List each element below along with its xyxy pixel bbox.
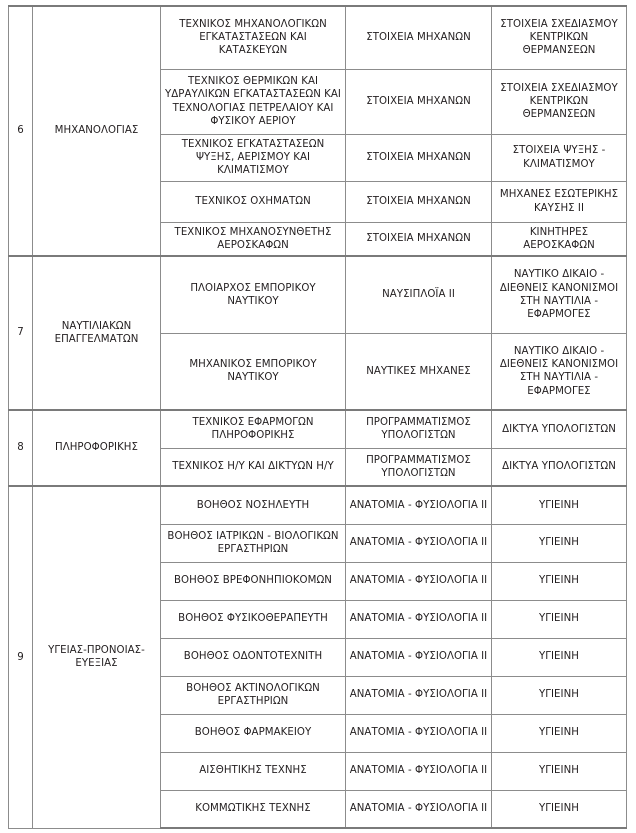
subject-2-cell: ΣΤΟΙΧΕΙΑ ΣΧΕΔΙΑΣΜΟΥ ΚΕΝΤΡΙΚΩΝ ΘΕΡΜΑΝΣΕΩΝ — [492, 6, 627, 69]
specialty-cell: ΤΕΧΝΙΚΟΣ ΟΧΗΜΑΤΩΝ — [161, 181, 346, 222]
subject-1-cell: ΝΑΥΤΙΚΕΣ ΜΗΧΑΝΕΣ — [346, 333, 492, 410]
subject-1-cell: ΣΤΟΙΧΕΙΑ ΜΗΧΑΝΩΝ — [346, 222, 492, 256]
specialty-cell: ΤΕΧΝΙΚΟΣ ΕΦΑΡΜΟΓΩΝ ΠΛΗΡΟΦΟΡΙΚΗΣ — [161, 410, 346, 448]
table-row — [9, 486, 627, 524]
subject-2-cell: ΥΓΙΕΙΝΗ — [492, 714, 627, 752]
subject-1-cell: ΣΤΟΙΧΕΙΑ ΜΗΧΑΝΩΝ — [346, 6, 492, 69]
subject-2-cell: ΜΗΧΑΝΕΣ ΕΣΩΤΕΡΙΚΗΣ ΚΑΥΣΗΣ ΙΙ — [492, 181, 627, 222]
specialty-cell: ΠΛΟΙΑΡΧΟΣ ΕΜΠΟΡΙΚΟΥ ΝΑΥΤΙΚΟΥ — [161, 256, 346, 333]
specialties-table — [8, 5, 627, 829]
subject-2-cell: ΝΑΥΤΙΚΟ ΔΙΚΑΙΟ - ΔΙΕΘΝΕΙΣ ΚΑΝΟΝΙΣΜΟΙ ΣΤΗ ΝΑΥΤΙΛΙΑ - ΕΦΑΡΜΟΓΕΣ — [492, 333, 627, 410]
subject-2-cell: ΥΓΙΕΙΝΗ — [492, 486, 627, 524]
specialty-cell: ΜΗΧΑΝΙΚΟΣ ΕΜΠΟΡΙΚΟΥ ΝΑΥΤΙΚΟΥ — [161, 333, 346, 410]
subject-2-cell: ΝΑΥΤΙΚΟ ΔΙΚΑΙΟ - ΔΙΕΘΝΕΙΣ ΚΑΝΟΝΙΣΜΟΙ ΣΤΗ ΝΑΥΤΙΛΙΑ - ΕΦΑΡΜΟΓΕΣ — [492, 256, 627, 333]
subject-2-cell: ΥΓΙΕΙΝΗ — [492, 600, 627, 638]
sector-index-cell: 8 — [9, 410, 33, 486]
table-body — [9, 6, 627, 828]
specialty-cell: ΒΟΗΘΟΣ ΦΥΣΙΚΟΘΕΡΑΠΕΥΤΗ — [161, 600, 346, 638]
subject-1-cell: ΠΡΟΓΡΑΜΜΑΤΙΣΜΟΣ ΥΠΟΛΟΓΙΣΤΩΝ — [346, 410, 492, 448]
specialty-cell: ΒΟΗΘΟΣ ΦΑΡΜΑΚΕΙΟΥ — [161, 714, 346, 752]
table-row — [9, 410, 627, 448]
subject-1-cell: ΑΝΑΤΟΜΙΑ - ΦΥΣΙΟΛΟΓΙΑ ΙΙ — [346, 752, 492, 790]
specialty-cell: ΤΕΧΝΙΚΟΣ ΜΗΧΑΝΟΛΟΓΙΚΩΝ ΕΓΚΑΤΑΣΤΑΣΕΩΝ ΚΑΙ ΚΑΤΑΣΚΕΥΩΝ — [161, 6, 346, 69]
subject-2-cell: ΥΓΙΕΙΝΗ — [492, 790, 627, 828]
specialty-cell: ΒΟΗΘΟΣ ΝΟΣΗΛΕΥΤΗ — [161, 486, 346, 524]
subject-1-cell: ΑΝΑΤΟΜΙΑ - ΦΥΣΙΟΛΟΓΙΑ ΙΙ — [346, 790, 492, 828]
specialty-cell: ΚΟΜΜΩΤΙΚΗΣ ΤΕΧΝΗΣ — [161, 790, 346, 828]
subject-1-cell: ΣΤΟΙΧΕΙΑ ΜΗΧΑΝΩΝ — [346, 69, 492, 134]
subject-1-cell: ΑΝΑΤΟΜΙΑ - ΦΥΣΙΟΛΟΓΙΑ ΙΙ — [346, 714, 492, 752]
specialty-cell: ΒΟΗΘΟΣ ΒΡΕΦΟΝΗΠΙΟΚΟΜΩΝ — [161, 562, 346, 600]
sector-name-cell: ΜΗΧΑΝΟΛΟΓΙΑΣ — [33, 6, 161, 256]
subject-2-cell: ΥΓΙΕΙΝΗ — [492, 752, 627, 790]
specialty-cell: ΑΙΣΘΗΤΙΚΗΣ ΤΕΧΝΗΣ — [161, 752, 346, 790]
subject-2-cell: ΥΓΙΕΙΝΗ — [492, 524, 627, 562]
specialty-cell: ΒΟΗΘΟΣ ΙΑΤΡΙΚΩΝ - ΒΙΟΛΟΓΙΚΩΝ ΕΡΓΑΣΤΗΡΙΩΝ — [161, 524, 346, 562]
subject-2-cell: ΥΓΙΕΙΝΗ — [492, 676, 627, 714]
sector-name-cell: ΥΓΕΙΑΣ-ΠΡΟΝΟΙΑΣ-ΕΥΕΞΙΑΣ — [33, 486, 161, 828]
sector-index-cell: 7 — [9, 256, 33, 410]
subject-1-cell: ΝΑΥΣΙΠΛΟΪΑ ΙΙ — [346, 256, 492, 333]
subject-1-cell: ΑΝΑΤΟΜΙΑ - ΦΥΣΙΟΛΟΓΙΑ ΙΙ — [346, 600, 492, 638]
subject-2-cell: ΥΓΙΕΙΝΗ — [492, 638, 627, 676]
subject-1-cell: ΑΝΑΤΟΜΙΑ - ΦΥΣΙΟΛΟΓΙΑ ΙΙ — [346, 562, 492, 600]
sector-index-cell: 9 — [9, 486, 33, 828]
subject-2-cell: ΔΙΚΤΥΑ ΥΠΟΛΟΓΙΣΤΩΝ — [492, 448, 627, 486]
table-row — [9, 256, 627, 333]
sector-name-cell: ΠΛΗΡΟΦΟΡΙΚΗΣ — [33, 410, 161, 486]
subject-1-cell: ΑΝΑΤΟΜΙΑ - ΦΥΣΙΟΛΟΓΙΑ ΙΙ — [346, 638, 492, 676]
subject-1-cell: ΑΝΑΤΟΜΙΑ - ΦΥΣΙΟΛΟΓΙΑ ΙΙ — [346, 676, 492, 714]
specialty-cell: ΤΕΧΝΙΚΟΣ ΕΓΚΑΤΑΣΤΑΣΕΩΝ ΨΥΞΗΣ, ΑΕΡΙΣΜΟΥ ΚΑΙ ΚΛΙΜΑΤΙΣΜΟΥ — [161, 134, 346, 181]
specialty-cell: ΤΕΧΝΙΚΟΣ Η/Υ ΚΑΙ ΔΙΚΤΥΩΝ Η/Υ — [161, 448, 346, 486]
specialty-cell: ΤΕΧΝΙΚΟΣ ΜΗΧΑΝΟΣΥΝΘΕΤΗΣ ΑΕΡΟΣΚΑΦΩΝ — [161, 222, 346, 256]
specialty-cell: ΤΕΧΝΙΚΟΣ ΘΕΡΜΙΚΩΝ ΚΑΙ ΥΔΡΑΥΛΙΚΩΝ ΕΓΚΑΤΑΣΤΑΣΕΩΝ ΚΑΙ ΤΕΧΝΟΛΟΓΙΑΣ ΠΕΤΡΕΛΑΙΟΥ ΚΑΙ ΦΥΣΙΚΟΥ ΑΕΡΙΟΥ — [161, 69, 346, 134]
specialty-cell: ΒΟΗΘΟΣ ΟΔΟΝΤΟΤΕΧΝΙΤΗ — [161, 638, 346, 676]
subject-2-cell: ΥΓΙΕΙΝΗ — [492, 562, 627, 600]
subject-2-cell: ΚΙΝΗΤΗΡΕΣ ΑΕΡΟΣΚΑΦΩΝ — [492, 222, 627, 256]
table-row — [9, 6, 627, 69]
subject-1-cell: ΑΝΑΤΟΜΙΑ - ΦΥΣΙΟΛΟΓΙΑ ΙΙ — [346, 524, 492, 562]
subject-2-cell: ΔΙΚΤΥΑ ΥΠΟΛΟΓΙΣΤΩΝ — [492, 410, 627, 448]
subject-1-cell: ΑΝΑΤΟΜΙΑ - ΦΥΣΙΟΛΟΓΙΑ ΙΙ — [346, 486, 492, 524]
sector-name-cell: ΝΑΥΤΙΛΙΑΚΩΝ ΕΠΑΓΓΕΛΜΑΤΩΝ — [33, 256, 161, 410]
subject-1-cell: ΣΤΟΙΧΕΙΑ ΜΗΧΑΝΩΝ — [346, 181, 492, 222]
subject-1-cell: ΣΤΟΙΧΕΙΑ ΜΗΧΑΝΩΝ — [346, 134, 492, 181]
subject-1-cell: ΠΡΟΓΡΑΜΜΑΤΙΣΜΟΣ ΥΠΟΛΟΓΙΣΤΩΝ — [346, 448, 492, 486]
subject-2-cell: ΣΤΟΙΧΕΙΑ ΣΧΕΔΙΑΣΜΟΥ ΚΕΝΤΡΙΚΩΝ ΘΕΡΜΑΝΣΕΩΝ — [492, 69, 627, 134]
subject-2-cell: ΣΤΟΙΧΕΙΑ ΨΥΞΗΣ - ΚΛΙΜΑΤΙΣΜΟΥ — [492, 134, 627, 181]
sector-index-cell: 6 — [9, 6, 33, 256]
specialty-cell: ΒΟΗΘΟΣ ΑΚΤΙΝΟΛΟΓΙΚΩΝ ΕΡΓΑΣΤΗΡΙΩΝ — [161, 676, 346, 714]
